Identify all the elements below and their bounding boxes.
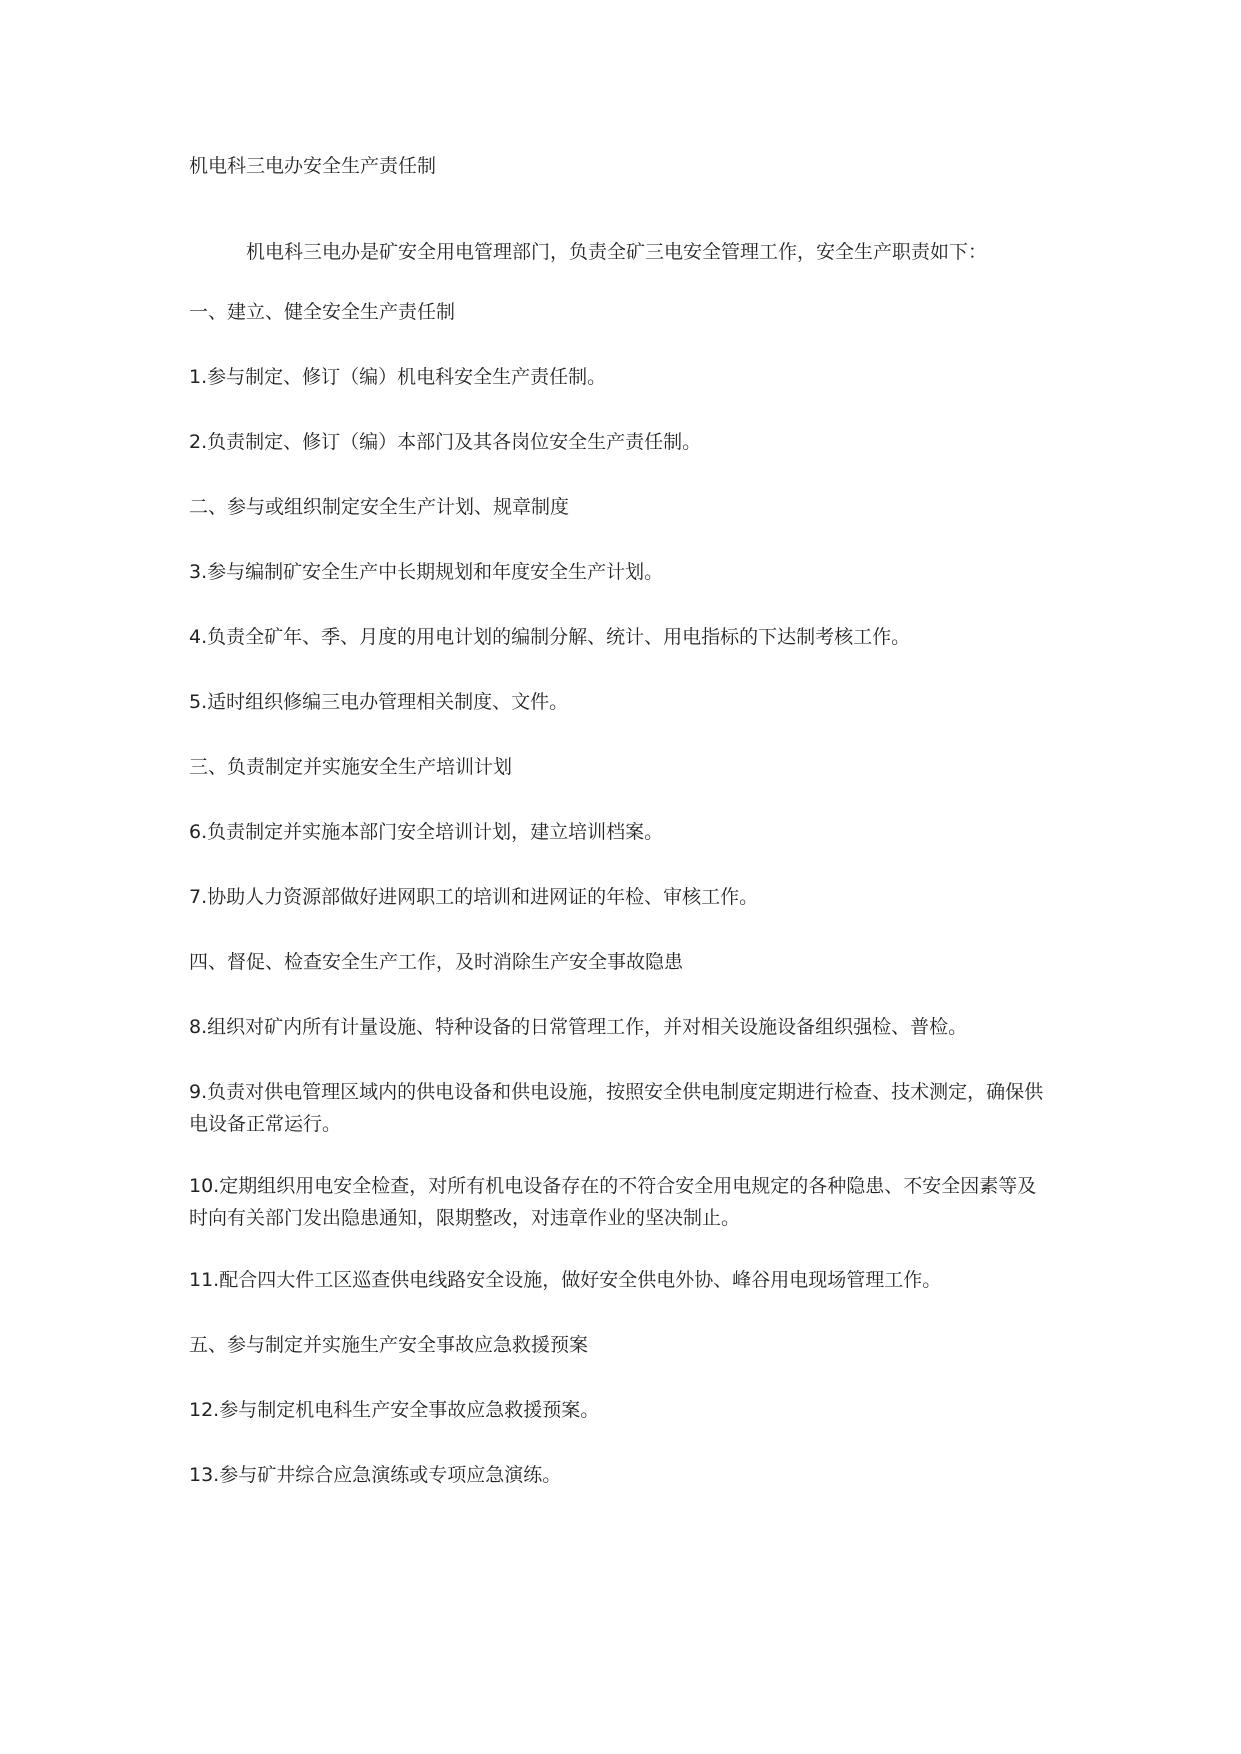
clause-6: 6.负责制定并实施本部门安全培训计划，建立培训档案。 [189, 821, 664, 843]
section-heading-5: 五、参与制定并实施生产安全事故应急救援预案 [189, 1334, 589, 1356]
clause-8: 8.组织对矿内所有计量设施、特种设备的日常管理工作，并对相关设施设备组织强检、普检。 [189, 1016, 968, 1038]
clause-9: 9.负责对供电管理区域内的供电设备和供电设施，按照安全供电制度定期进行检查、技术测定，确保供电设备正常运行。 [189, 1081, 1044, 1135]
intro-paragraph: 机电科三电办是矿安全用电管理部门，负责全矿三电安全管理工作，安全生产职责如下： [246, 241, 988, 263]
clause-11: 11.配合四大件工区巡查供电线路安全设施，做好安全供电外协、峰谷用电现场管理工作。 [189, 1269, 942, 1291]
clause-10: 10.定期组织用电安全检查，对所有机电设备存在的不符合安全用电规定的各种隐患、不安全因素等及时向有关部门发出隐患通知，限期整改，对违章作业的坚决制止。 [189, 1175, 1037, 1229]
clause-5: 5.适时组织修编三电办管理相关制度、文件。 [189, 691, 569, 713]
clause-3: 3.参与编制矿安全生产中长期规划和年度安全生产计划。 [189, 561, 664, 583]
section-heading-4: 四、督促、检查安全生产工作，及时消除生产安全事故隐患 [189, 951, 684, 973]
section-heading-3: 三、负责制定并实施安全生产培训计划 [189, 756, 513, 778]
clause-1: 1.参与制定、修订（编）机电科安全生产责任制。 [189, 366, 607, 388]
clause-13: 13.参与矿井综合应急演练或专项应急演练。 [189, 1464, 562, 1486]
section-heading-1: 一、建立、健全安全生产责任制 [189, 301, 456, 323]
clause-2: 2.负责制定、修订（编）本部门及其各岗位安全生产责任制。 [189, 431, 702, 453]
clause-12: 12.参与制定机电科生产安全事故应急救援预案。 [189, 1399, 600, 1421]
clause-4: 4.负责全矿年、季、月度的用电计划的编制分解、统计、用电指标的下达制考核工作。 [189, 626, 911, 648]
section-heading-2: 二、参与或组织制定安全生产计划、规章制度 [189, 496, 570, 518]
clause-7: 7.协助人力资源部做好进网职工的培训和进网证的年检、审核工作。 [189, 886, 759, 908]
document-body [189, 150, 1049, 1524]
document-title: 机电科三电办安全生产责任制 [189, 155, 437, 177]
